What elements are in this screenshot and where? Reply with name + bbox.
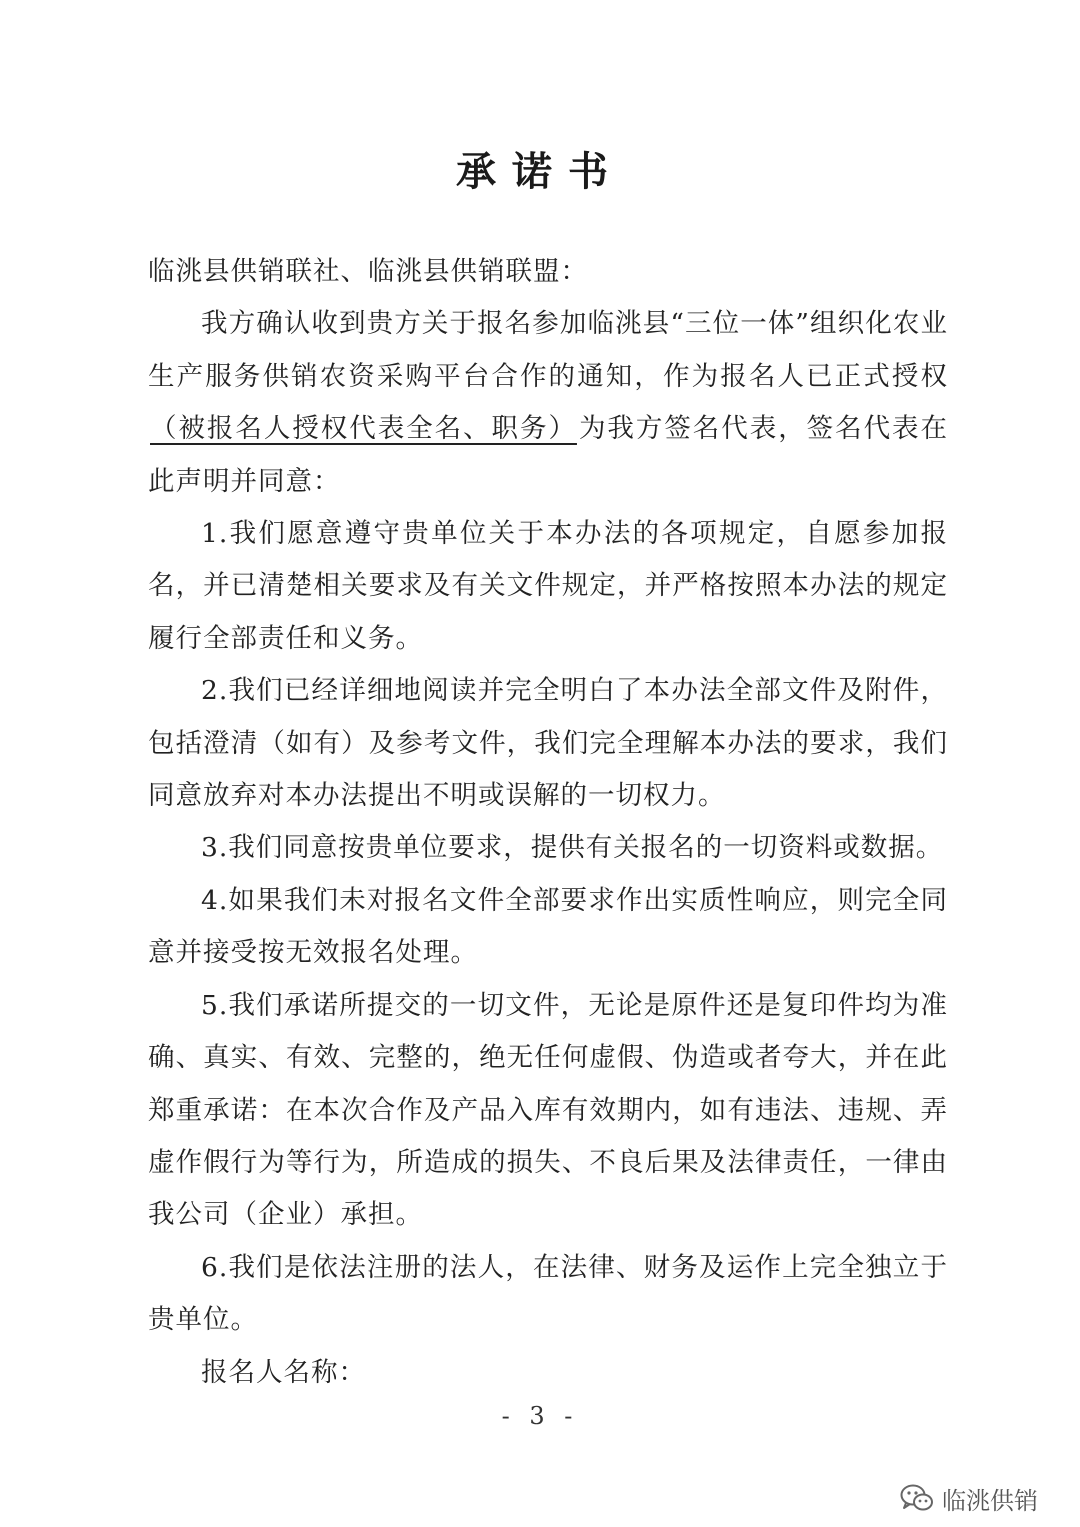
commitment-item-1: 1.我们愿意遵守贵单位关于本办法的各项规定，自愿参加报名，并已清楚相关要求及有关文件规定，并严格按照本办法的规定履行全部责任和义务。 <box>148 518 948 654</box>
document-body <box>148 246 948 1399</box>
commitment-item-3: 3.我们同意按贵单位要求，提供有关报名的一切资料或数据。 <box>201 832 944 864</box>
watermark-text: 临洮供销 <box>942 1486 1038 1515</box>
intro-text-part2: 为我方签名代表，签名代表在此声明并同意： <box>148 413 949 497</box>
commitment-item-5: 5.我们承诺所提交的一切文件，无论是原件还是复印件均为准确、真实、有效、完整的，绝无任何虚假、伪造或者夸大，并在此郑重承诺：在本次合作及产品入库有效期内，如有违法、违规、弄虚作假行为等行为，所造成的损失、不良后果及法律责任，一律由我公司（企业）承担。 <box>148 989 948 1231</box>
intro-text-part1: 我方确认收到贵方关于报名参加临洮县“三位一体”组织化农业生产服务供销农资采购平台合作的通知，作为报名人已正式授权 <box>148 308 948 392</box>
page-number: - 3 - <box>501 1402 579 1430</box>
applicant-name-label: 报名人名称： <box>201 1356 366 1388</box>
watermark <box>900 1480 1038 1516</box>
commitment-item-6: 6.我们是依法注册的法人，在法律、财务及运作上完全独立于贵单位。 <box>148 1251 948 1336</box>
page-title: 承诺书 <box>456 148 624 195</box>
wechat-icon <box>900 1483 934 1513</box>
authorized-representative-field: （被报名人授权代表全名、职务） <box>150 413 577 445</box>
intro-paragraph <box>148 298 948 508</box>
commitment-item-4: 4.如果我们未对报名文件全部要求作出实质性响应，则完全同意并接受按无效报名处理。 <box>148 884 948 969</box>
salutation: 临洮县供销联社、临洮县供销联盟： <box>148 256 588 287</box>
commitment-item-2: 2.我们已经详细地阅读并完全明白了本办法全部文件及附件，包括澄清（如有）及参考文件，我们完全理解本办法的要求，我们同意放弃对本办法提出不明或误解的一切权力。 <box>148 675 948 812</box>
